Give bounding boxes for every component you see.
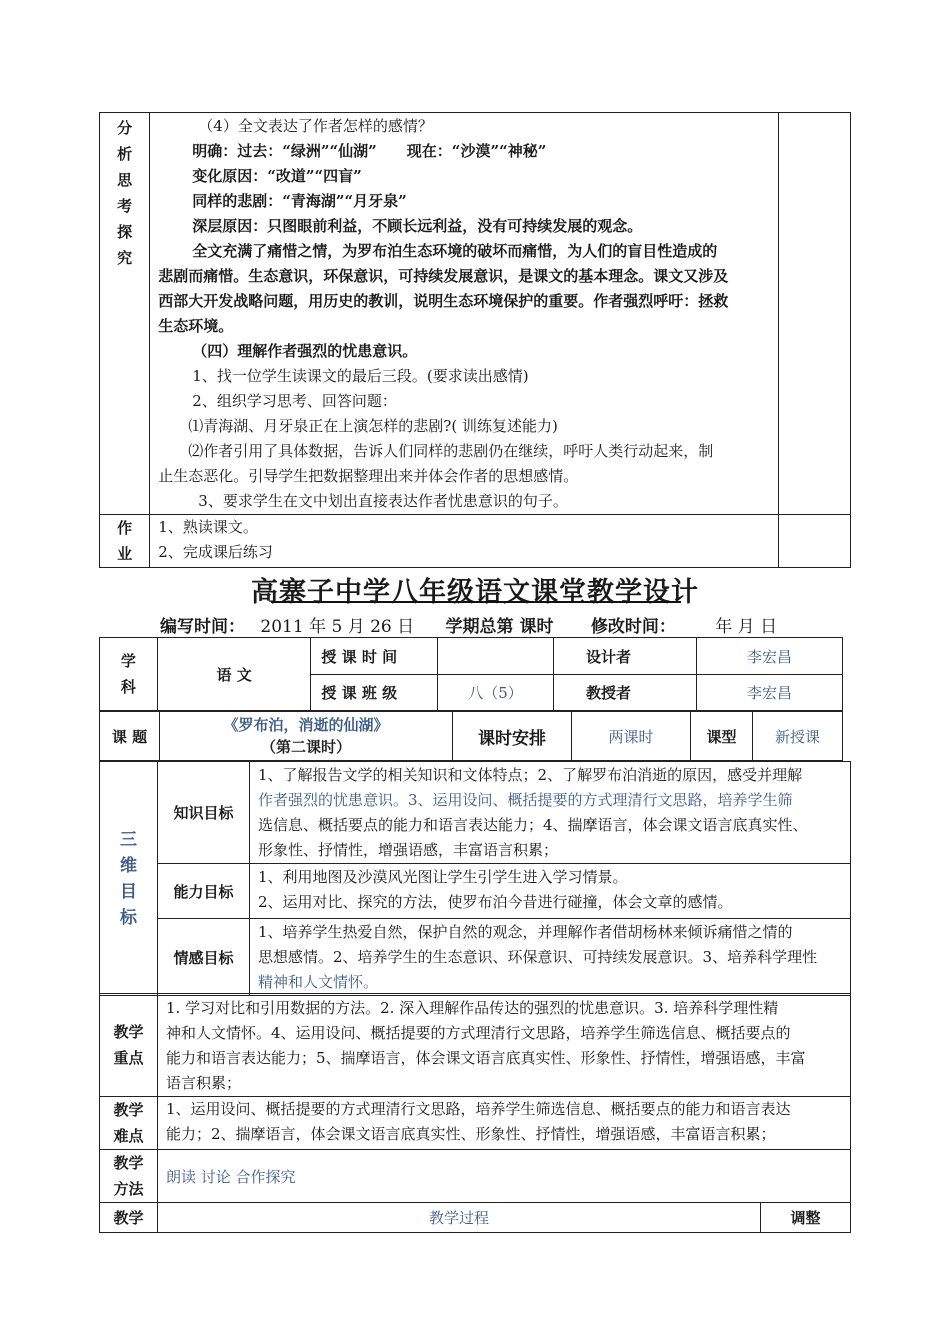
type-value: 新授课	[753, 712, 843, 761]
emotion-line: 精神和人文情怀。	[258, 973, 379, 991]
key-points-content	[158, 994, 851, 1097]
difficulty-content	[158, 1097, 851, 1150]
ability-line: 1、利用地图及沙漠风光图让学生引学生进入学习情景。	[258, 868, 628, 886]
analysis-content	[150, 113, 779, 515]
subject-value: 语 文	[157, 638, 311, 711]
method-label: 教学 方法	[100, 1150, 158, 1203]
knowledge-label: 知识目标	[158, 762, 250, 864]
key-line: 神和人文情怀。4、运用设问、概括提要的方式理清行文思路，培养学生筛选信息、概括要点的	[166, 1024, 791, 1042]
modify-time-label: 修改时间：	[590, 617, 676, 637]
designer-value: 李宏昌	[696, 638, 842, 675]
type-label: 课型	[691, 712, 753, 761]
class-value: 八（5）	[438, 675, 554, 711]
difficulty-line: 1、运用设问、概括提要的方式理清行文思路，培养学生筛选信息、概括要点的能力和语言表达	[166, 1100, 791, 1118]
modify-time-value: 年 月 日	[715, 617, 778, 637]
text-line: 深层原因：只图眼前利益，不顾长远利益，没有可持续发展的观念。	[192, 217, 643, 235]
process-label: 教学过程	[158, 1203, 761, 1233]
homework-content	[150, 515, 779, 568]
text-line: （4）全文表达了作者怎样的感情？	[198, 117, 433, 135]
topic-value: 《罗布泊，消逝的仙湖》 （第二课时）	[160, 712, 453, 761]
emotion-label: 情感目标	[158, 919, 250, 996]
homework-item: 1、熟读课文。	[158, 518, 258, 536]
teacher-label: 教授者	[554, 675, 697, 711]
write-time-label: 编写时间：	[160, 617, 245, 637]
method-content: 朗读 讨论 合作探究	[158, 1150, 851, 1203]
key-line: 语言积累；	[166, 1074, 242, 1092]
emotion-content	[250, 919, 851, 996]
key-line: 能力和语言表达能力；5、揣摩语言，体会课文语言底真实性、形象性、抒情性，增强语感，丰富	[166, 1049, 806, 1067]
process-label-left: 教学	[100, 1203, 158, 1233]
knowledge-line: 选信息、概括要点的能力和语言表达能力；4、揣摩语言，体会课文语言底真实性、	[258, 816, 808, 834]
page-title: 高寨子中学八年级语文课堂教学设计	[251, 577, 699, 608]
knowledge-content	[250, 762, 851, 864]
emotion-line: 1、培养学生热爱自然，保护自然的观念，并理解作者借胡杨林来倾诉痛惜之情的	[258, 923, 793, 941]
text-line: 1、找一位学生读课文的最后三段。(要求读出感情)	[192, 367, 529, 385]
text-line: 明确：过去：“绿洲”“仙湖” 现在：“沙漠”“神秘”	[192, 142, 547, 160]
schedule-label: 课时安排	[453, 712, 572, 761]
ability-content	[250, 864, 851, 919]
adjust-column	[779, 113, 851, 515]
title-underline	[271, 601, 681, 603]
subject-table	[99, 637, 843, 711]
key-line: 1. 学习对比和引用数据的方法。2. 深入理解作品传达的强烈的忧患意识。3. 培养科学理性精	[166, 999, 779, 1017]
knowledge-line: 形象性、抒情性，增强语感，丰富语言积累；	[258, 841, 559, 859]
emotion-line: 思想感情。2、培养学生的生态意识、环保意识、可持续发展意识。3、培养科学理性	[258, 948, 818, 966]
time-label: 授 课 时 间	[311, 638, 438, 675]
ability-line: 2、运用对比、探究的方法，使罗布泊今昔进行碰撞，体会文章的感情。	[258, 893, 733, 911]
text-line: 3、要求学生在文中划出直接表达作者忧患意识的句子。	[198, 492, 568, 510]
text-line: 悲剧而痛惜。生态意识，环保意识，可持续发展意识，是课文的基本理念。课文又涉及	[158, 267, 729, 285]
analysis-table	[99, 112, 851, 568]
write-time-value: 2011 年 5 月 26 日	[260, 617, 415, 637]
homework-label: 作 业	[100, 515, 150, 568]
key-points-label: 教学 重点	[100, 994, 158, 1097]
teaching-table	[99, 993, 851, 1233]
text-line: 全文充满了痛惜之情，为罗布泊生态环境的破坏而痛惜，为人们的盲目性造成的	[192, 242, 718, 260]
topic-table	[99, 711, 843, 761]
topic-label: 课 题	[100, 712, 160, 761]
section-heading: （四）理解作者强烈的忧患意识。	[192, 342, 418, 360]
text-line: 变化原因：“改道”“四盲”	[192, 167, 362, 185]
text-line: 西部大开发战略问题，用历史的教训，说明生态环境保护的重要。作者强烈呼吁：拯救	[158, 292, 729, 310]
class-label: 授 课 班 级	[311, 675, 438, 711]
text-line: 止生态恶化。引导学生把数据整理出来并体会作者的思想感情。	[158, 467, 579, 485]
difficulty-line: 能力；2、揣摩语言，体会课文语言底真实性、形象性、抒情性，增强语感，丰富语言积累；	[166, 1125, 776, 1143]
text-line: ⑵作者引用了具体数据，告诉人们同样的悲剧仍在继续，呼吁人类行动起来，制	[188, 442, 714, 460]
time-value	[438, 638, 554, 675]
term-label: 学期总第 课时	[445, 617, 554, 637]
text-line: ⑴青海湖、月牙泉正在上演怎样的悲剧?( 训练复述能力)	[188, 417, 558, 435]
goals-table	[99, 761, 851, 996]
text-line: 2、组织学习思考、回答问题：	[192, 392, 397, 410]
adjust-label: 调整	[761, 1203, 851, 1233]
difficulty-label: 教学 难点	[100, 1097, 158, 1150]
schedule-value: 两课时	[572, 712, 691, 761]
analysis-side-label: 分 析 思 考 探 究	[100, 113, 150, 515]
text-line: 生态环境。	[158, 317, 234, 335]
knowledge-line: 1、了解报告文学的相关知识和文体特点；2、了解罗布泊消逝的原因，感受并理解	[258, 766, 803, 784]
subject-label: 学 科	[100, 638, 158, 711]
ability-label: 能力目标	[158, 864, 250, 919]
goals-label: 三 维 目 标	[100, 762, 158, 996]
homework-item: 2、完成课后练习	[158, 543, 273, 561]
info-line	[160, 612, 860, 637]
text-line: 同样的悲剧：“青海湖”“月牙泉”	[192, 192, 407, 210]
designer-label: 设计者	[554, 638, 697, 675]
knowledge-line: 作者强烈的忧患意识。3、运用设问、概括提要的方式理清行文思路，培养学生筛	[258, 791, 793, 809]
teacher-value: 李宏昌	[696, 675, 842, 711]
